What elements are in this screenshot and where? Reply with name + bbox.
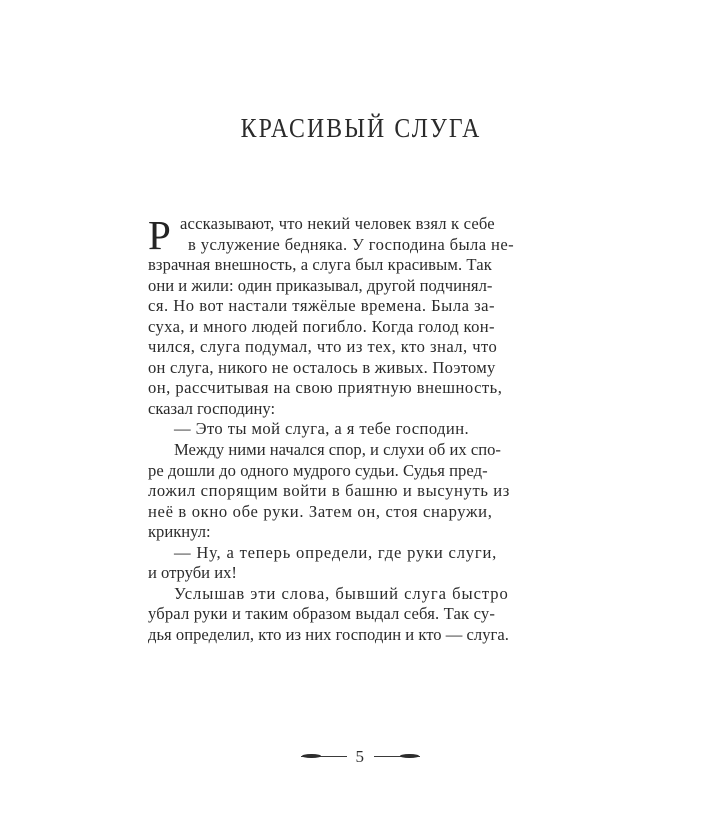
text-line: они и жили: один приказывал, другой подчинял- [148,275,493,295]
ornament-dash-right-icon [374,753,420,760]
text-line: чился, слуга подумал, что из тех, кто знал, что [148,337,498,357]
text-line: Услышав эти слова, бывший слуга быстро [174,583,509,603]
text-line: он, рассчитывая на свою приятную внешность, [148,378,503,398]
text-line: ре дошли до одного мудрого судьи. Судья пред- [148,460,488,480]
text-line-dialogue: — Ну, а теперь определи, где руки слуги, [174,542,498,562]
text-line: и отруби их! [148,563,237,583]
drop-cap: Р [148,212,171,258]
text-line: убрал руки и таким образом выдал себя. Так су- [148,604,496,624]
text-line: ассказывают, что некий человек взял к себе [180,214,495,233]
body-text [148,214,558,645]
text-line: ложил спорящим войти в башню и высунуть из [148,481,510,501]
page-number: 5 [355,747,365,766]
text-line: неё в окно обе руки. Затем он, стоя снаружи, [148,501,493,521]
page-footer [0,748,720,765]
text-line-dialogue: — Это ты мой слуга, а я тебе господин. [174,419,470,439]
text-line: взрачная внешность, а слуга был красивым. Так [148,255,492,275]
text-line: сказал господину: [148,398,276,418]
page-title: КРАСИВЫЙ СЛУГА [240,113,482,144]
text-line: крикнул: [148,522,211,542]
text-line: дья определил, кто из них господин и кто — слуга. [148,624,509,644]
text-line: Между ними начался спор, и слухи об их спо- [174,440,501,460]
text-line: он слуга, никого не осталось в живых. Поэтому [148,357,496,377]
text-line: суха, и много людей погибло. Когда голод кон- [148,316,495,336]
text-line: в услужение бедняка. У господина была не- [188,234,515,254]
ornament-dash-left-icon [301,753,347,760]
text-line: ся. Но вот настали тяжёлые времена. Была за- [148,296,496,316]
